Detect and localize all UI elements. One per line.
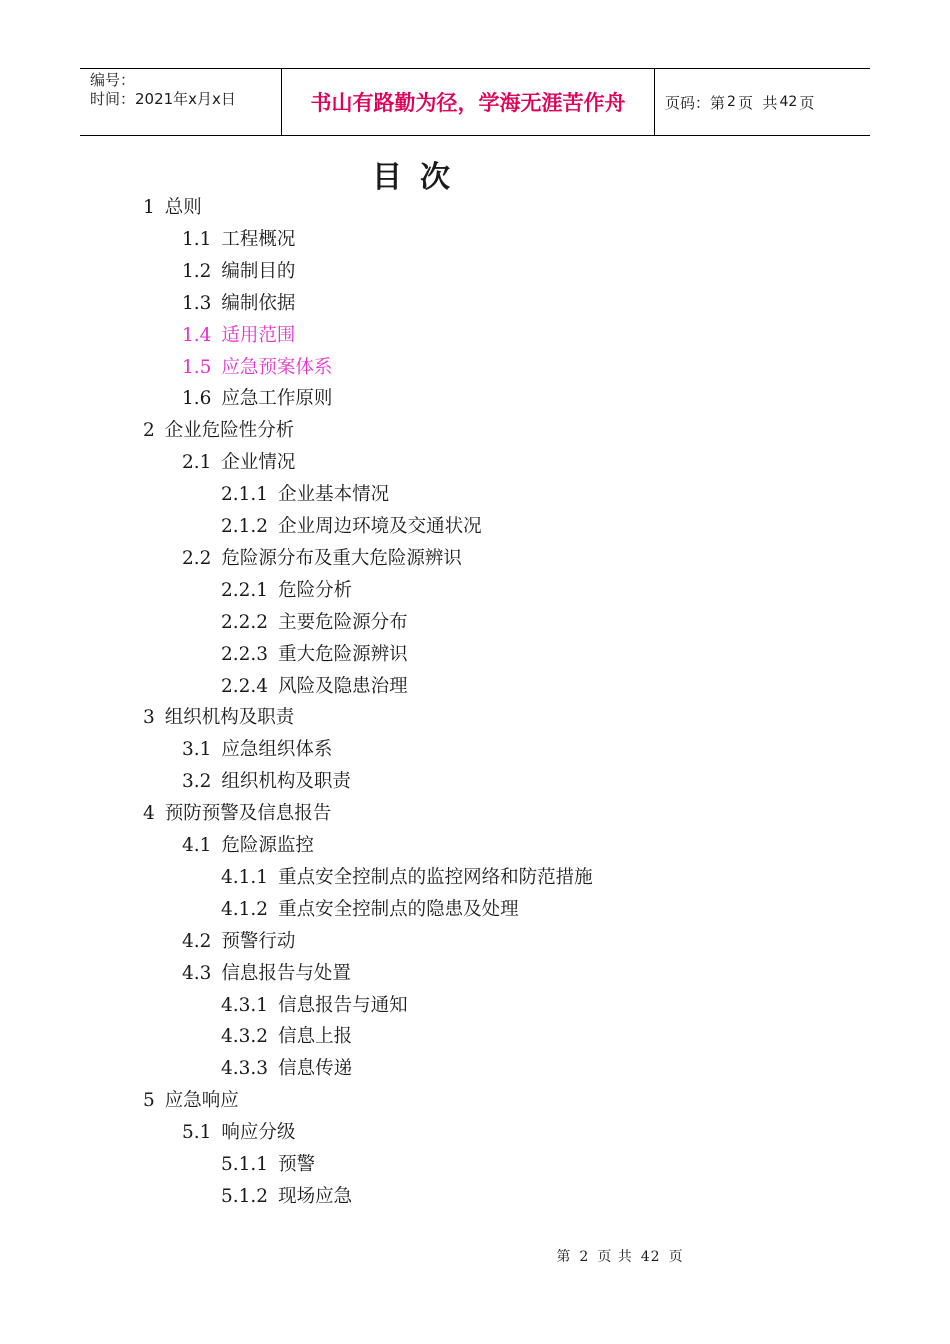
toc-entry-text: 企业基本情况 [278,484,390,506]
toc-entry-text: 工程概况 [221,228,296,250]
toc-entry[interactable] [182,447,295,479]
toc-entry-number: 5.1 [182,1122,212,1144]
toc-entry[interactable] [221,639,408,671]
toc-entry-number: 1.1 [182,228,212,250]
toc-entry-text: 企业情况 [221,452,296,474]
page-prefix: 页码：第 [665,93,726,112]
toc-entry-number: 2.1.2 [221,516,269,537]
toc-entry-text: 信息传递 [278,1058,353,1080]
toc-entry-number: 1.3 [182,292,212,314]
toc-entry-number: 2.1 [182,452,212,474]
toc-entry-number: 1.5 [182,356,212,378]
toc-entry[interactable] [182,734,332,766]
toc-entry-text: 总则 [164,197,202,218]
toc-entry[interactable] [182,958,351,990]
toc-entry-text: 危险源监控 [221,835,314,856]
toc-entry-text: 重点安全控制点的隐患及处理 [278,898,519,920]
toc-entry-text: 企业周边环境及交通状况 [278,516,482,537]
toc-entry[interactable] [221,479,389,511]
toc-title: 目次 [372,160,468,195]
toc-entry-number: 1 [143,197,155,218]
toc-entry-number: 2.2.4 [221,675,269,697]
toc-entry-number: 2.2 [182,547,212,569]
toc-entry-number: 1.4 [182,324,212,346]
toc-entry-number: 1.2 [182,260,212,282]
toc-entry[interactable] [182,926,295,958]
toc-entry[interactable] [182,766,351,798]
page-header [80,68,870,136]
toc-entry[interactable] [143,798,331,830]
toc-entry[interactable] [221,862,593,894]
footer-prefix: 第 [556,1249,572,1265]
toc-entry-text: 信息报告与通知 [278,994,408,1016]
toc-entry-text: 适用范围 [221,324,296,346]
footer-total: 42 [640,1249,661,1265]
toc-entry[interactable] [182,543,462,575]
header-meta [80,69,282,135]
toc-entry-number: 4.1.1 [221,866,269,888]
toc-entry-text: 响应分级 [221,1122,296,1144]
toc-entry[interactable] [221,511,482,543]
header-page-indicator [655,69,870,135]
document-number-label: 编号： [90,71,136,89]
toc-entry-text: 重点安全控制点的监控网络和防范措施 [278,866,593,888]
toc-entry[interactable] [182,383,332,415]
header-motto: 书山有路勤为径，学海无涯苦作舟 [282,69,655,135]
toc-entry[interactable] [182,224,295,256]
toc-entry[interactable] [221,1149,315,1181]
toc-entry-text: 危险分析 [278,579,353,601]
toc-entry[interactable] [182,830,314,862]
toc-entry-number: 4.1 [182,835,212,856]
toc-entry[interactable] [143,1085,239,1117]
toc-entry-number: 2.2.1 [221,579,269,601]
toc-entry-number: 4.2 [182,930,212,952]
toc-entry-number: 4 [143,803,155,825]
toc-entry-number: 4.3.2 [221,1026,269,1048]
toc-entry[interactable] [143,192,202,224]
toc-entry-text: 主要危险源分布 [278,611,408,633]
page-current: 2 [727,94,736,110]
toc-entry-text: 预防预警及信息报告 [164,803,332,825]
toc-entry-number: 5 [143,1090,155,1112]
toc-entry[interactable] [182,288,295,320]
toc-entry-text: 信息上报 [278,1026,353,1048]
toc-entry-text: 风险及隐患治理 [278,675,408,697]
toc-entry[interactable] [221,1021,352,1053]
toc-entry-number: 2.1.1 [221,484,269,506]
toc-entry[interactable] [221,671,408,703]
toc-entry-text: 应急组织体系 [221,739,333,761]
toc-entry[interactable] [182,1117,295,1149]
page-suffix: 页 [799,93,815,112]
toc-entry-text: 重大危险源辨识 [278,643,408,665]
toc-entry[interactable] [221,990,408,1022]
toc-entry-number: 4.3.1 [221,994,269,1016]
toc-entry[interactable] [182,256,295,288]
toc-entry-number: 1.6 [182,388,212,410]
toc-entry[interactable] [221,894,519,926]
footer-current: 2 [579,1249,590,1265]
toc-entry-number: 3.1 [182,739,212,761]
toc-entry-text: 信息报告与处置 [221,962,351,984]
toc-entry-text: 危险源分布及重大危险源辨识 [221,547,462,569]
toc-entry[interactable] [143,415,294,447]
toc-entry[interactable] [143,702,294,734]
toc-entry-number: 2 [143,420,155,442]
toc-entry-text: 企业危险性分析 [164,420,295,442]
page-total: 42 [779,94,798,110]
toc-entry[interactable] [221,607,408,639]
toc-entry-text: 组织机构及职责 [164,707,295,729]
page-footer [0,1246,950,1266]
toc-entry-text: 应急预案体系 [221,356,333,378]
toc-entry[interactable] [221,1181,352,1213]
toc-entry-number: 5.1.1 [221,1154,269,1175]
toc-entry[interactable] [182,352,332,384]
toc-entry-number: 3.2 [182,771,212,793]
toc-entry-text: 预警 [278,1154,316,1175]
toc-entry[interactable] [182,320,295,352]
toc-entry-number: 3 [143,707,155,729]
toc-entry-text: 编制目的 [221,260,296,282]
toc-entry-number: 4.1.2 [221,898,269,920]
toc-entry[interactable] [221,575,352,607]
toc-entry-number: 5.1.2 [221,1185,269,1207]
toc-entry[interactable] [221,1053,352,1085]
toc-entry-text: 组织机构及职责 [221,771,351,793]
toc-entry-number: 2.2.2 [221,611,269,633]
footer-suffix: 页 [668,1249,684,1265]
toc-entry-text: 编制依据 [221,292,296,314]
toc-entry-text: 应急响应 [164,1090,239,1112]
footer-mid: 页 共 [597,1249,633,1265]
page-mid: 页 共 [737,93,778,112]
toc-entry-number: 4.3.3 [221,1058,269,1080]
toc-entry-text: 现场应急 [278,1185,353,1207]
toc-entry-text: 应急工作原则 [221,388,333,410]
toc-entry-number: 4.3 [182,962,212,984]
toc-entry-number: 2.2.3 [221,643,269,665]
toc-entry-text: 预警行动 [221,930,296,952]
document-time-label: 时间：2021年x月x日 [90,90,236,108]
